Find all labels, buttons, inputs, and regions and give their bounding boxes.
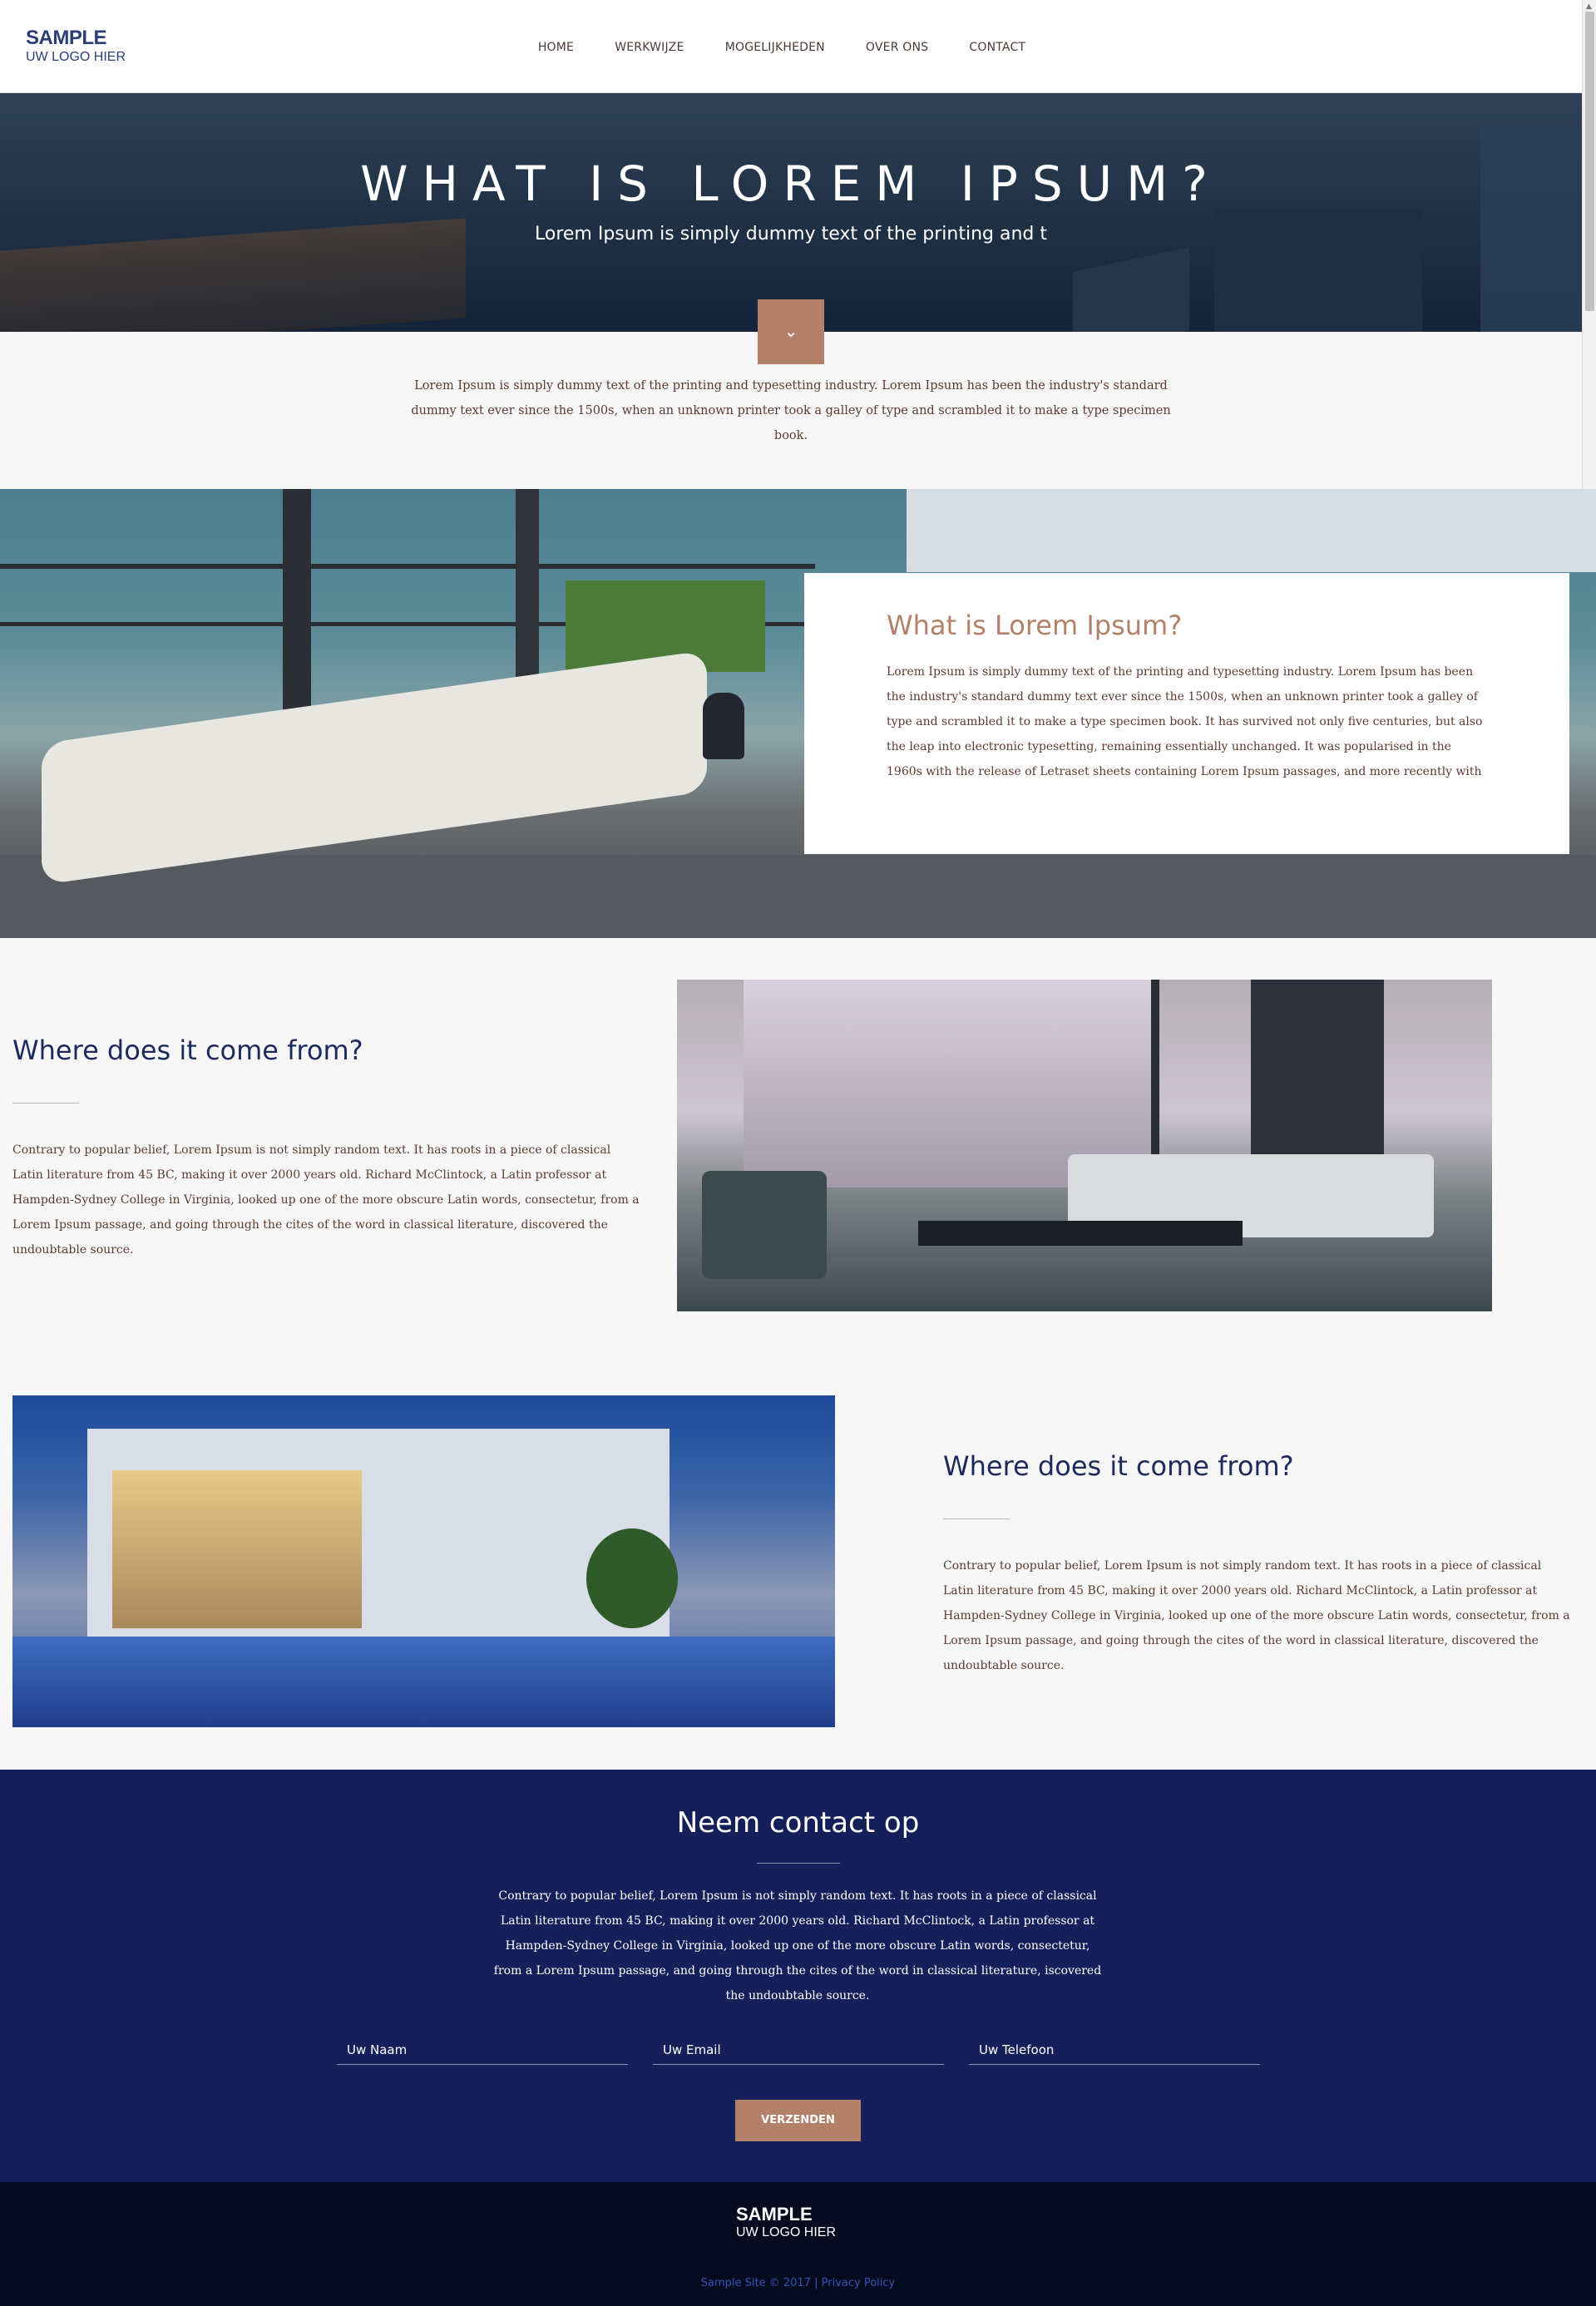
copyright-separator: | bbox=[814, 2277, 818, 2289]
footer-logo[interactable] bbox=[736, 2205, 836, 2241]
contact-text: Contrary to popular belief, Lorem Ipsum is not simply random text. It has roots in a piece of classical Latin literature from 45 BC, making it over 2000 years old. Richard McClintock, a Latin professor at Hampden-Sydney College in Virginia, looked up one of the more obscure Latin words, consectetur, from a Lorem Ipsum passage, and going through the cites of the word in classical literature, iscovered the undoubtable source. bbox=[493, 1889, 1102, 2002]
image-wall bbox=[907, 489, 1596, 572]
footer-logo-line2: UW LOGO HIER bbox=[736, 2225, 837, 2239]
privacy-policy-link[interactable]: Privacy Policy bbox=[821, 2277, 896, 2289]
hero-background-shape bbox=[1073, 247, 1189, 332]
section2-text: Contrary to popular belief, Lorem Ipsum is not simply random text. It has roots in a piece of classical Latin literature from 45 BC, making it over 2000 years old. Richard McClintock, a Latin professor at Hampden-Sydney College in Virginia, looked up one of the more obscure Latin words, consectetur, from a Lorem Ipsum passage, and going through the cites of the word in classical literature, discovered the undoubtable source. bbox=[943, 1559, 1570, 1672]
name-field[interactable]: Uw Naam bbox=[337, 2038, 628, 2065]
section2-title: Where does it come from? bbox=[943, 1450, 1294, 1482]
scroll-down-button[interactable] bbox=[758, 299, 824, 364]
hero-banner bbox=[0, 93, 1582, 332]
email-field[interactable]: Uw Email bbox=[653, 2038, 944, 2065]
phone-field[interactable]: Uw Telefoon bbox=[969, 2038, 1260, 2065]
hero-subtitle: Lorem Ipsum is simply dummy text of the printing and t bbox=[535, 224, 1047, 244]
nav-contact[interactable]: CONTACT bbox=[969, 41, 1026, 54]
banner-card bbox=[804, 573, 1569, 854]
footer-logo-line1: SAMPLE bbox=[736, 2204, 813, 2225]
living-room-image bbox=[677, 980, 1492, 1311]
villa-image bbox=[12, 1395, 835, 1727]
image-chair bbox=[702, 1171, 827, 1279]
image-table bbox=[918, 1221, 1243, 1246]
intro-text: Lorem Ipsum is simply dummy text of the printing and typesetting industry. Lorem Ipsum has been the industry's standard dummy text ever since the 1500s, when an unknown printer took a galley of type and scrambled it to make a type specimen book. bbox=[411, 379, 1171, 442]
scroll-up-arrow-icon[interactable]: ▲ bbox=[1586, 2, 1592, 11]
send-button[interactable]: VERZENDEN bbox=[735, 2100, 861, 2141]
image-floor bbox=[0, 855, 1596, 938]
contact-divider bbox=[757, 1863, 840, 1864]
image-sofa bbox=[42, 650, 707, 885]
nav-werkwijze[interactable]: WERKWIJZE bbox=[615, 41, 684, 54]
banner-text: Lorem Ipsum is simply dummy text of the printing and typesetting industry. Lorem Ipsum has been the industry's standard dummy text ever since the 1500s, when an unknown printer took a galley of type and scrambled it to make a type specimen book. It has survived not only five centuries, but also the leap into electronic typesetting, remaining essentially unchanged. It was popularised in the 1960s with the release of Letraset sheets containing Lorem Ipsum passages, and more recently with bbox=[887, 665, 1483, 778]
hero-title: WHAT IS LOREM IPSUM? bbox=[360, 156, 1222, 212]
section1-text: Contrary to popular belief, Lorem Ipsum is not simply random text. It has roots in a piece of classical Latin literature from 45 BC, making it over 2000 years old. Richard McClintock, a Latin professor at Hampden-Sydney College in Virginia, looked up one of the more obscure Latin words, consectetur, from a Lorem Ipsum passage, and going through the cites of the word in classical literature, discovered the undoubtable source. bbox=[12, 1143, 640, 1257]
image-pool bbox=[12, 1637, 835, 1727]
section1-divider bbox=[12, 1103, 79, 1104]
site-header bbox=[0, 0, 1582, 93]
copyright-text: Sample Site © 2017 bbox=[700, 2277, 811, 2289]
chevron-down-icon: ⌄ bbox=[783, 321, 798, 341]
logo-line1: SAMPLE bbox=[26, 27, 107, 49]
logo-line2: UW LOGO HIER bbox=[26, 50, 126, 64]
contact-title: Neem contact op bbox=[676, 1806, 920, 1839]
banner-title: What is Lorem Ipsum? bbox=[887, 610, 1183, 641]
nav-over-ons[interactable]: OVER ONS bbox=[865, 41, 929, 54]
image-railing bbox=[0, 564, 815, 569]
image-lit-interior bbox=[112, 1470, 362, 1628]
section2-divider bbox=[943, 1518, 1010, 1519]
scroll-thumb[interactable] bbox=[1585, 12, 1594, 311]
main-nav bbox=[0, 38, 1582, 54]
site-footer bbox=[0, 2182, 1596, 2306]
section1-title: Where does it come from? bbox=[12, 1034, 363, 1066]
nav-home[interactable]: HOME bbox=[537, 41, 575, 54]
contact-section bbox=[0, 1770, 1596, 2182]
nav-mogelijkheden[interactable]: MOGELIJKHEDEN bbox=[724, 41, 825, 54]
image-palm bbox=[586, 1528, 678, 1628]
image-vase bbox=[703, 693, 744, 759]
copyright bbox=[0, 2277, 1596, 2289]
